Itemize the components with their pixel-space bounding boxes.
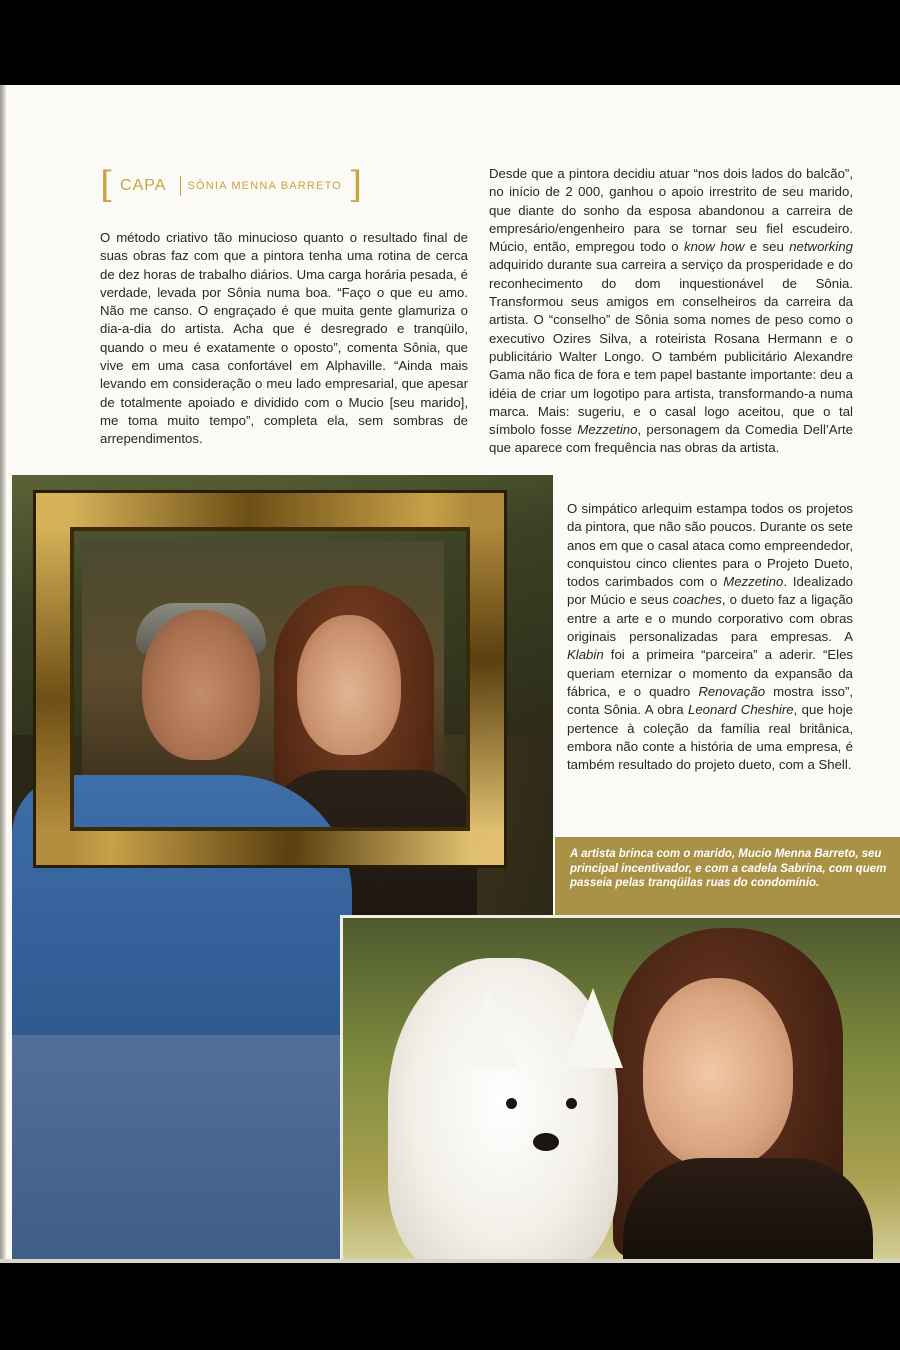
magazine-page bbox=[0, 85, 900, 1263]
text-run: . Idealizado por Múcio e seus bbox=[567, 574, 853, 608]
woman-face bbox=[643, 978, 793, 1168]
section-subject: SÔNIA MENNA BARRETO bbox=[187, 180, 343, 192]
photo-woman-with-dog bbox=[340, 915, 900, 1263]
column-left bbox=[100, 229, 468, 449]
text-run-italic: Mezzetino bbox=[577, 422, 638, 438]
dog-eye bbox=[506, 1098, 517, 1109]
text-run-italic: Renovação bbox=[698, 683, 766, 699]
dog-nose bbox=[533, 1133, 559, 1151]
text-run: adquirido durante sua carreira a serviço da prosperidade e do reconhecimento do dom inquestionável de Sônia. Transformou seus amigos em conselheiros da carreira da artista. O “conselho” de Sônia soma nomes de peso como o executivo Ozires Silva, a roteirista Rosana Hermann e o publicitário Walter Longo. O também publicitário Alexandre Gama não fica de fora e tem papel bastante importante: deu a idéia de criar um logotipo para artista, transformando-a numa marca. Mais: sugeriu, e o casal logo aceitou, que o tal símbolo fosse bbox=[489, 257, 853, 438]
gilded-frame bbox=[36, 493, 504, 865]
column-right-continued bbox=[567, 500, 853, 774]
header-divider bbox=[180, 176, 181, 196]
text-run: , personagem da Comedia Dell’Arte que aparece com frequência nas obras da artista. bbox=[489, 422, 853, 456]
text-run: foi a primeira “parceira” a aderir. “Eles queriam eternizar o momento da expansão da fábrica, e o quadro bbox=[567, 647, 853, 699]
text-run-italic: know how bbox=[683, 239, 745, 255]
dog-eye bbox=[566, 1098, 577, 1109]
paragraph: O método criativo tão minucioso quanto o resultado final de suas obras faz com que a pintora tenha uma rotina de cerca de dez horas de trabalho diários. Uma carga horária pesada, é verdade, levada por Sônia numa boa. “Faço o que eu amo. Não me canso. O engraçado é que muita gente glamuriza o dia-a-dia do artista. Acha que é desregrado e tranqüilo, quando o meu é exatamente o oposto”, comenta Sônia, que vive em uma casa confortável em Alphaville. “Ainda mais levando em consideração o meu lado empresarial, que apesar de totalmente apoiado e dividido com o Mucio [seu marido], me toma muito tempo”, completa ela, sem sombras de arrependimentos. bbox=[100, 230, 468, 447]
text-run: O simpático arlequim estampa todos os projetos da pintora, que não são poucos. Durante os sete anos em que o casal ataca como empreendedor, conquistou cinco clientes para o Projeto Dueto, todos carimbados com o bbox=[567, 501, 853, 590]
column-right bbox=[489, 165, 853, 458]
text-run-italic: Mezzetino bbox=[723, 574, 784, 590]
text-run: e seu bbox=[744, 239, 790, 255]
text-run: , o dueto faz a ligação entre a arte e o mundo corporativo com obras originais personalizadas para empresas. A bbox=[567, 592, 853, 645]
text-run-italic: Klabin bbox=[567, 647, 604, 663]
dog-ear bbox=[458, 988, 518, 1068]
text-run-italic: Leonard Cheshire bbox=[688, 702, 794, 718]
page-binding bbox=[0, 85, 6, 1263]
man-jeans bbox=[12, 1035, 352, 1263]
dog bbox=[388, 958, 618, 1263]
woman-body bbox=[623, 1158, 873, 1263]
right-bracket: ] bbox=[348, 165, 363, 206]
text-run-italic: coaches bbox=[672, 592, 722, 608]
text-run-italic: networking bbox=[789, 239, 853, 255]
text-run: , que hoje pertence à coleção da família real britânica, embora não conte a história de uma empresa, é também resultado do projeto dueto, com a Shell. bbox=[567, 702, 853, 773]
text-run: mostra isso”, conta Sônia. A obra bbox=[567, 683, 854, 718]
photo-caption: A artista brinca com o marido, Mucio Menna Barreto, seu principal incentivador, e com a cadela Sabrina, com quem passeia pelas tranqüilas ruas do condomínio. bbox=[570, 848, 887, 889]
page-edge bbox=[0, 1259, 900, 1263]
paragraph bbox=[567, 500, 853, 774]
paragraph bbox=[489, 165, 853, 458]
text-run: Desde que a pintora decidiu atuar “nos dois lados do balcão”, no início de 2 000, ganhou o apoio irrestrito de seu marido, que diante do sonho da esposa abandonou a carreira de empresário/engenheiro para se tornar seu fiel escudeiro. Múcio, então, empregou todo o bbox=[489, 166, 853, 255]
section-label: CAPA bbox=[120, 177, 167, 194]
left-bracket: [ bbox=[100, 165, 115, 206]
section-header bbox=[100, 165, 363, 206]
